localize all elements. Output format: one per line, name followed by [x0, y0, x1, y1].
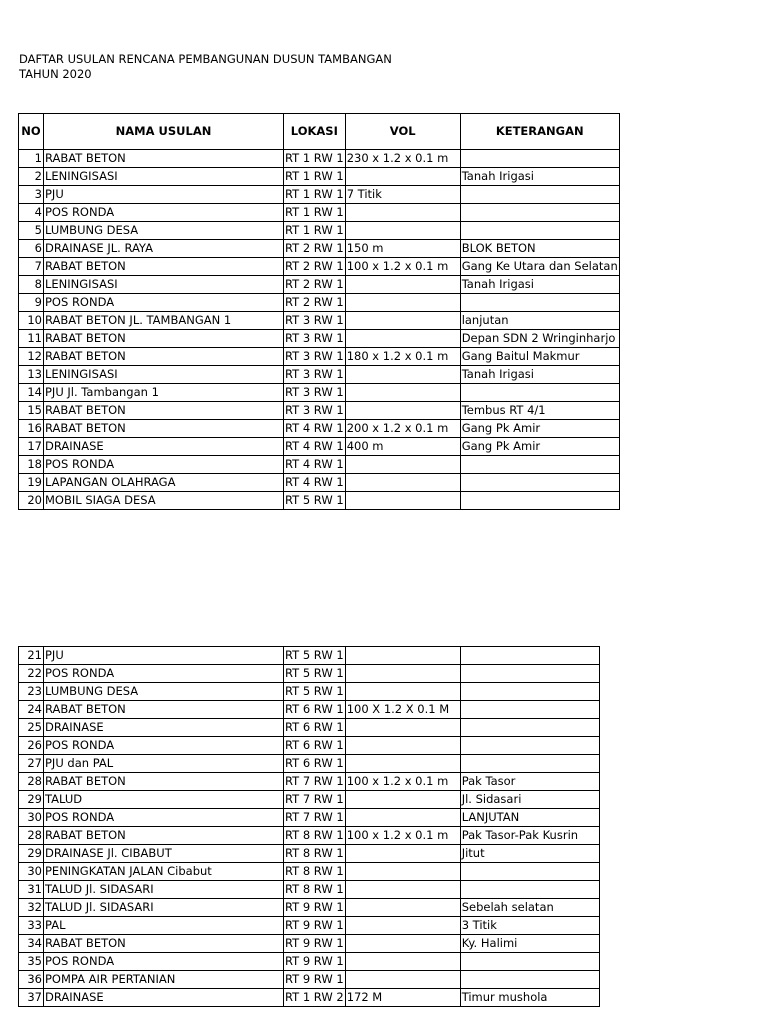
header-keterangan: KETERANGAN [460, 114, 619, 150]
cell-nama-usulan: TALUD [44, 791, 284, 809]
cell-keterangan: Tanah Irigasi [460, 366, 619, 384]
cell-keterangan: 3 Titik [460, 917, 599, 935]
cell-vol [345, 312, 460, 330]
table-row [19, 683, 600, 701]
table-row [19, 917, 600, 935]
cell-lokasi: RT 5 RW 1 [284, 647, 346, 665]
cell-nama-usulan: RABAT BETON [44, 402, 284, 420]
cell-nama-usulan: LUMBUNG DESA [44, 222, 284, 240]
table-row [19, 863, 600, 881]
cell-keterangan: BLOK BETON [460, 240, 619, 258]
proposal-table-part-1 [18, 113, 620, 510]
cell-nama-usulan: PJU [44, 186, 284, 204]
cell-vol [345, 809, 460, 827]
cell-no: 29 [19, 791, 44, 809]
cell-vol [345, 276, 460, 294]
table-body-part-2 [19, 647, 600, 1007]
cell-nama-usulan: POS RONDA [44, 294, 284, 312]
table-row [19, 240, 620, 258]
cell-lokasi: RT 2 RW 1 [284, 240, 346, 258]
header-nama-usulan: NAMA USULAN [44, 114, 284, 150]
cell-lokasi: RT 3 RW 1 [284, 402, 346, 420]
cell-nama-usulan: DRAINASE [44, 438, 284, 456]
table-row [19, 348, 620, 366]
cell-lokasi: RT 2 RW 1 [284, 276, 346, 294]
title-line-1: DAFTAR USULAN RENCANA PEMBANGUNAN DUSUN TAMBANGAN [19, 52, 392, 66]
cell-lokasi: RT 1 RW 1 [284, 150, 346, 168]
cell-vol: 100 X 1.2 X 0.1 M [345, 701, 460, 719]
table-row [19, 168, 620, 186]
cell-keterangan [460, 384, 619, 402]
cell-keterangan: Sebelah selatan [460, 899, 599, 917]
cell-keterangan: Gang Baitul Makmur [460, 348, 619, 366]
cell-vol [345, 456, 460, 474]
cell-no: 19 [19, 474, 44, 492]
cell-lokasi: RT 6 RW 1 [284, 719, 346, 737]
cell-keterangan [460, 186, 619, 204]
cell-lokasi: RT 5 RW 1 [284, 665, 346, 683]
cell-no: 28 [19, 773, 44, 791]
cell-lokasi: RT 7 RW 1 [284, 791, 346, 809]
cell-no: 21 [19, 647, 44, 665]
table-row [19, 665, 600, 683]
table-row [19, 402, 620, 420]
cell-lokasi: RT 8 RW 1 [284, 827, 346, 845]
cell-nama-usulan: DRAINASE [44, 989, 284, 1007]
cell-lokasi: RT 6 RW 1 [284, 737, 346, 755]
cell-vol [345, 384, 460, 402]
title-line-2: TAHUN 2020 [19, 67, 92, 81]
cell-keterangan: Ky. Halimi [460, 935, 599, 953]
table-row [19, 809, 600, 827]
table-row [19, 474, 620, 492]
cell-keterangan [460, 150, 619, 168]
cell-no: 14 [19, 384, 44, 402]
cell-no: 27 [19, 755, 44, 773]
table-row [19, 312, 620, 330]
table-row [19, 701, 600, 719]
cell-no: 28 [19, 827, 44, 845]
cell-lokasi: RT 9 RW 1 [284, 917, 346, 935]
cell-nama-usulan: RABAT BETON [44, 701, 284, 719]
cell-nama-usulan: MOBIL SIAGA DESA [44, 492, 284, 510]
cell-no: 7 [19, 258, 44, 276]
cell-vol [345, 935, 460, 953]
cell-keterangan: Tanah Irigasi [460, 168, 619, 186]
cell-no: 20 [19, 492, 44, 510]
cell-keterangan: Jl. Sidasari [460, 791, 599, 809]
cell-lokasi: RT 3 RW 1 [284, 330, 346, 348]
cell-nama-usulan: RABAT BETON [44, 150, 284, 168]
cell-keterangan [460, 737, 599, 755]
cell-vol [345, 474, 460, 492]
cell-keterangan [460, 492, 619, 510]
cell-no: 36 [19, 971, 44, 989]
cell-keterangan: Tembus RT 4/1 [460, 402, 619, 420]
table-row [19, 150, 620, 168]
table-row [19, 186, 620, 204]
cell-nama-usulan: DRAINASE JL. RAYA [44, 240, 284, 258]
cell-vol: 150 m [345, 240, 460, 258]
cell-nama-usulan: LENINGISASI [44, 168, 284, 186]
cell-no: 9 [19, 294, 44, 312]
cell-no: 22 [19, 665, 44, 683]
cell-no: 32 [19, 899, 44, 917]
cell-no: 25 [19, 719, 44, 737]
cell-lokasi: RT 9 RW 1 [284, 971, 346, 989]
cell-vol: 180 x 1.2 x 0.1 m [345, 348, 460, 366]
cell-keterangan: Tanah Irigasi [460, 276, 619, 294]
table-row [19, 971, 600, 989]
cell-vol [345, 294, 460, 312]
cell-no: 23 [19, 683, 44, 701]
cell-keterangan: Pak Tasor [460, 773, 599, 791]
document-title [19, 52, 392, 82]
table-row [19, 881, 600, 899]
cell-nama-usulan: PJU Jl. Tambangan 1 [44, 384, 284, 402]
header-lokasi: LOKASI [284, 114, 346, 150]
table-row [19, 989, 600, 1007]
cell-nama-usulan: LENINGISASI [44, 366, 284, 384]
cell-keterangan: lanjutan [460, 312, 619, 330]
cell-keterangan: LANJUTAN [460, 809, 599, 827]
cell-no: 2 [19, 168, 44, 186]
cell-keterangan: Jitut [460, 845, 599, 863]
cell-lokasi: RT 4 RW 1 [284, 456, 346, 474]
cell-keterangan [460, 863, 599, 881]
table-row [19, 953, 600, 971]
cell-vol [345, 492, 460, 510]
cell-keterangan: Pak Tasor-Pak Kusrin [460, 827, 599, 845]
cell-lokasi: RT 9 RW 1 [284, 953, 346, 971]
cell-keterangan [460, 456, 619, 474]
cell-keterangan [460, 971, 599, 989]
cell-keterangan [460, 665, 599, 683]
cell-vol [345, 683, 460, 701]
table-row [19, 456, 620, 474]
cell-no: 26 [19, 737, 44, 755]
table-row [19, 827, 600, 845]
cell-vol [345, 863, 460, 881]
cell-vol [345, 899, 460, 917]
cell-nama-usulan: POS RONDA [44, 953, 284, 971]
cell-nama-usulan: PJU [44, 647, 284, 665]
cell-no: 3 [19, 186, 44, 204]
cell-nama-usulan: POS RONDA [44, 737, 284, 755]
cell-nama-usulan: POS RONDA [44, 665, 284, 683]
cell-vol [345, 719, 460, 737]
cell-keterangan [460, 647, 599, 665]
cell-no: 30 [19, 863, 44, 881]
cell-lokasi: RT 5 RW 1 [284, 492, 346, 510]
cell-vol [345, 737, 460, 755]
cell-nama-usulan: RABAT BETON [44, 330, 284, 348]
cell-no: 11 [19, 330, 44, 348]
cell-keterangan [460, 474, 619, 492]
table-row [19, 845, 600, 863]
cell-no: 1 [19, 150, 44, 168]
cell-vol [345, 953, 460, 971]
cell-lokasi: RT 4 RW 1 [284, 474, 346, 492]
cell-lokasi: RT 1 RW 1 [284, 168, 346, 186]
cell-nama-usulan: RABAT BETON [44, 935, 284, 953]
cell-vol [345, 366, 460, 384]
table-row [19, 438, 620, 456]
table-row [19, 791, 600, 809]
table-row [19, 276, 620, 294]
cell-lokasi: RT 2 RW 1 [284, 258, 346, 276]
cell-lokasi: RT 7 RW 1 [284, 773, 346, 791]
cell-no: 33 [19, 917, 44, 935]
cell-no: 15 [19, 402, 44, 420]
cell-lokasi: RT 1 RW 1 [284, 204, 346, 222]
cell-vol [345, 222, 460, 240]
cell-vol: 172 M [345, 989, 460, 1007]
table-row [19, 737, 600, 755]
cell-vol: 100 x 1.2 x 0.1 m [345, 773, 460, 791]
cell-vol [345, 647, 460, 665]
cell-vol: 7 Titik [345, 186, 460, 204]
cell-no: 37 [19, 989, 44, 1007]
cell-keterangan [460, 222, 619, 240]
cell-keterangan [460, 294, 619, 312]
table-row [19, 258, 620, 276]
cell-no: 30 [19, 809, 44, 827]
cell-keterangan [460, 719, 599, 737]
cell-nama-usulan: POS RONDA [44, 809, 284, 827]
cell-vol: 400 m [345, 438, 460, 456]
cell-keterangan: Gang Pk Amir [460, 438, 619, 456]
cell-lokasi: RT 4 RW 1 [284, 420, 346, 438]
cell-lokasi: RT 6 RW 1 [284, 755, 346, 773]
cell-lokasi: RT 3 RW 1 [284, 312, 346, 330]
cell-keterangan [460, 755, 599, 773]
cell-vol [345, 881, 460, 899]
cell-nama-usulan: RABAT BETON [44, 420, 284, 438]
cell-nama-usulan: RABAT BETON [44, 827, 284, 845]
cell-lokasi: RT 5 RW 1 [284, 683, 346, 701]
cell-keterangan [460, 204, 619, 222]
cell-keterangan: Gang Ke Utara dan Selatan [460, 258, 619, 276]
cell-vol [345, 204, 460, 222]
cell-nama-usulan: PAL [44, 917, 284, 935]
table-row [19, 647, 600, 665]
cell-no: 5 [19, 222, 44, 240]
cell-nama-usulan: RABAT BETON JL. TAMBANGAN 1 [44, 312, 284, 330]
table-row [19, 899, 600, 917]
cell-lokasi: RT 2 RW 1 [284, 294, 346, 312]
cell-vol [345, 791, 460, 809]
cell-vol [345, 845, 460, 863]
cell-lokasi: RT 1 RW 1 [284, 186, 346, 204]
cell-no: 24 [19, 701, 44, 719]
cell-vol: 200 x 1.2 x 0.1 m [345, 420, 460, 438]
cell-vol: 100 x 1.2 x 0.1 m [345, 258, 460, 276]
cell-keterangan: Depan SDN 2 Wringinharjo [460, 330, 619, 348]
cell-vol: 100 x 1.2 x 0.1 m [345, 827, 460, 845]
cell-vol [345, 917, 460, 935]
cell-keterangan [460, 701, 599, 719]
table-row [19, 719, 600, 737]
cell-nama-usulan: RABAT BETON [44, 258, 284, 276]
cell-nama-usulan: RABAT BETON [44, 348, 284, 366]
cell-vol [345, 168, 460, 186]
cell-lokasi: RT 9 RW 1 [284, 899, 346, 917]
cell-nama-usulan: POS RONDA [44, 456, 284, 474]
table-body-part-1 [19, 150, 620, 510]
cell-no: 10 [19, 312, 44, 330]
table-row [19, 935, 600, 953]
cell-nama-usulan: LAPANGAN OLAHRAGA [44, 474, 284, 492]
table-row [19, 366, 620, 384]
cell-no: 13 [19, 366, 44, 384]
cell-no: 17 [19, 438, 44, 456]
cell-vol [345, 665, 460, 683]
table-row [19, 492, 620, 510]
cell-keterangan [460, 881, 599, 899]
cell-nama-usulan: DRAINASE Jl. CIBABUT [44, 845, 284, 863]
cell-lokasi: RT 1 RW 1 [284, 222, 346, 240]
table-row [19, 330, 620, 348]
cell-vol [345, 971, 460, 989]
cell-nama-usulan: DRAINASE [44, 719, 284, 737]
cell-lokasi: RT 9 RW 1 [284, 935, 346, 953]
cell-lokasi: RT 3 RW 1 [284, 348, 346, 366]
cell-lokasi: RT 8 RW 1 [284, 863, 346, 881]
cell-keterangan [460, 953, 599, 971]
cell-no: 18 [19, 456, 44, 474]
cell-keterangan [460, 683, 599, 701]
cell-lokasi: RT 7 RW 1 [284, 809, 346, 827]
cell-keterangan: Gang Pk Amir [460, 420, 619, 438]
cell-no: 8 [19, 276, 44, 294]
table-row [19, 204, 620, 222]
cell-nama-usulan: LUMBUNG DESA [44, 683, 284, 701]
table-row [19, 773, 600, 791]
table-row [19, 420, 620, 438]
cell-no: 35 [19, 953, 44, 971]
cell-nama-usulan: RABAT BETON [44, 773, 284, 791]
cell-nama-usulan: PENINGKATAN JALAN Cibabut [44, 863, 284, 881]
cell-no: 31 [19, 881, 44, 899]
table-row [19, 294, 620, 312]
cell-nama-usulan: POMPA AIR PERTANIAN [44, 971, 284, 989]
cell-lokasi: RT 3 RW 1 [284, 366, 346, 384]
cell-nama-usulan: POS RONDA [44, 204, 284, 222]
cell-lokasi: RT 6 RW 1 [284, 701, 346, 719]
cell-nama-usulan: PJU dan PAL [44, 755, 284, 773]
cell-vol [345, 402, 460, 420]
table-header-row [19, 114, 620, 150]
cell-lokasi: RT 8 RW 1 [284, 845, 346, 863]
header-no: NO [19, 114, 44, 150]
table-row [19, 755, 600, 773]
cell-no: 6 [19, 240, 44, 258]
cell-keterangan: Timur mushola [460, 989, 599, 1007]
header-vol: VOL [345, 114, 460, 150]
cell-lokasi: RT 1 RW 2 [284, 989, 346, 1007]
cell-nama-usulan: TALUD Jl. SIDASARI [44, 881, 284, 899]
cell-nama-usulan: TALUD Jl. SIDASARI [44, 899, 284, 917]
table-row [19, 384, 620, 402]
cell-lokasi: RT 3 RW 1 [284, 384, 346, 402]
cell-nama-usulan: LENINGISASI [44, 276, 284, 294]
cell-vol: 230 x 1.2 x 0.1 m [345, 150, 460, 168]
proposal-table-part-2 [18, 646, 600, 1007]
cell-vol [345, 755, 460, 773]
cell-no: 29 [19, 845, 44, 863]
cell-no: 16 [19, 420, 44, 438]
cell-lokasi: RT 8 RW 1 [284, 881, 346, 899]
cell-no: 4 [19, 204, 44, 222]
cell-no: 12 [19, 348, 44, 366]
cell-vol [345, 330, 460, 348]
cell-lokasi: RT 4 RW 1 [284, 438, 346, 456]
cell-no: 34 [19, 935, 44, 953]
table-row [19, 222, 620, 240]
